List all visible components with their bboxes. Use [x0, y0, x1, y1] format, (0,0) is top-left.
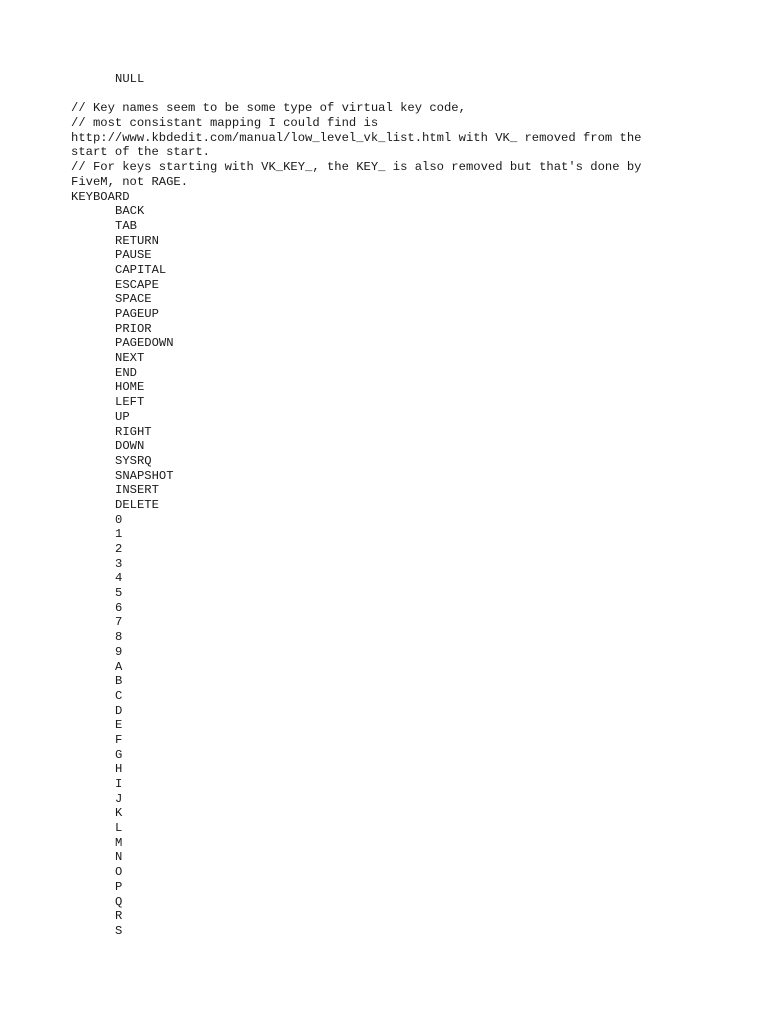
key-list-item: PAUSE — [115, 248, 152, 263]
key-list-item: Q — [115, 894, 123, 909]
key-list-item: F — [115, 732, 123, 747]
key-list-item: 3 — [115, 556, 123, 571]
key-list-item: SNAPSHOT — [115, 468, 174, 483]
key-list-item: G — [115, 747, 123, 762]
key-list-item: SYSRQ — [115, 453, 152, 468]
blank-line — [71, 87, 671, 102]
key-list-item: PRIOR — [115, 321, 152, 336]
key-list-item: 7 — [115, 615, 123, 630]
key-list-item: RIGHT — [115, 424, 152, 439]
key-list-item: L — [115, 821, 123, 836]
comment-line: // Key names seem to be some type of virtual key code, — [71, 101, 466, 116]
key-list-item: DOWN — [115, 439, 145, 454]
comment-block — [71, 101, 671, 189]
key-list-item: H — [115, 762, 123, 777]
key-list-item: LEFT — [115, 395, 145, 410]
key-list-item: UP — [115, 409, 130, 424]
key-list-item: B — [115, 674, 123, 689]
key-list-item: 2 — [115, 542, 123, 556]
key-list-item: HOME — [115, 380, 145, 395]
key-list-item: 8 — [115, 630, 123, 645]
key-list-item: P — [115, 879, 123, 894]
comment-line: // For keys starting with VK_KEY_, the KEY_ is also removed but that's done by — [71, 160, 642, 175]
key-list-item: RETURN — [115, 233, 159, 248]
key-list-item: M — [115, 835, 123, 850]
key-list-item: K — [115, 806, 123, 821]
key-list-item: E — [115, 718, 123, 733]
null-value: NULL — [115, 72, 145, 86]
comment-url-line: http://www.kbdedit.com/manual/low_level_vk_list.html with VK_ removed from the — [71, 130, 642, 145]
key-list-item: DELETE — [115, 497, 159, 512]
key-list-item: 4 — [115, 571, 123, 586]
key-list-item: NEXT — [115, 351, 145, 366]
key-list-item: A — [115, 659, 123, 674]
key-list-item: 9 — [115, 644, 123, 659]
key-list-item: I — [115, 777, 123, 791]
key-list-item: END — [115, 365, 137, 380]
key-list-item: O — [115, 865, 123, 880]
key-list-item: 6 — [115, 600, 123, 615]
key-list-item: 1 — [115, 527, 123, 542]
key-list-item: PAGEDOWN — [115, 336, 174, 351]
section-label: KEYBOARD — [71, 189, 130, 204]
key-list-item: D — [115, 703, 123, 718]
key-list-item: SPACE — [115, 292, 152, 307]
key-list-item: ESCAPE — [115, 277, 159, 292]
comment-line: FiveM, not RAGE. — [71, 174, 189, 189]
key-list-item: 0 — [115, 512, 123, 527]
key-list-item: 5 — [115, 586, 123, 601]
key-list-item: R — [115, 909, 123, 924]
key-list-item: TAB — [115, 218, 137, 233]
key-list-item: S — [115, 923, 123, 938]
key-list — [71, 204, 671, 938]
key-list-item: CAPITAL — [115, 262, 167, 277]
key-list-item: N — [115, 850, 123, 865]
key-list-item: PAGEUP — [115, 307, 159, 321]
comment-line: // most consistant mapping I could find is — [71, 116, 379, 131]
document-body — [71, 72, 671, 939]
key-list-item: C — [115, 688, 123, 703]
comment-line: start of the start. — [71, 145, 210, 160]
key-list-item: J — [115, 791, 123, 806]
key-list-item: BACK — [115, 204, 145, 219]
key-list-item: INSERT — [115, 483, 159, 498]
